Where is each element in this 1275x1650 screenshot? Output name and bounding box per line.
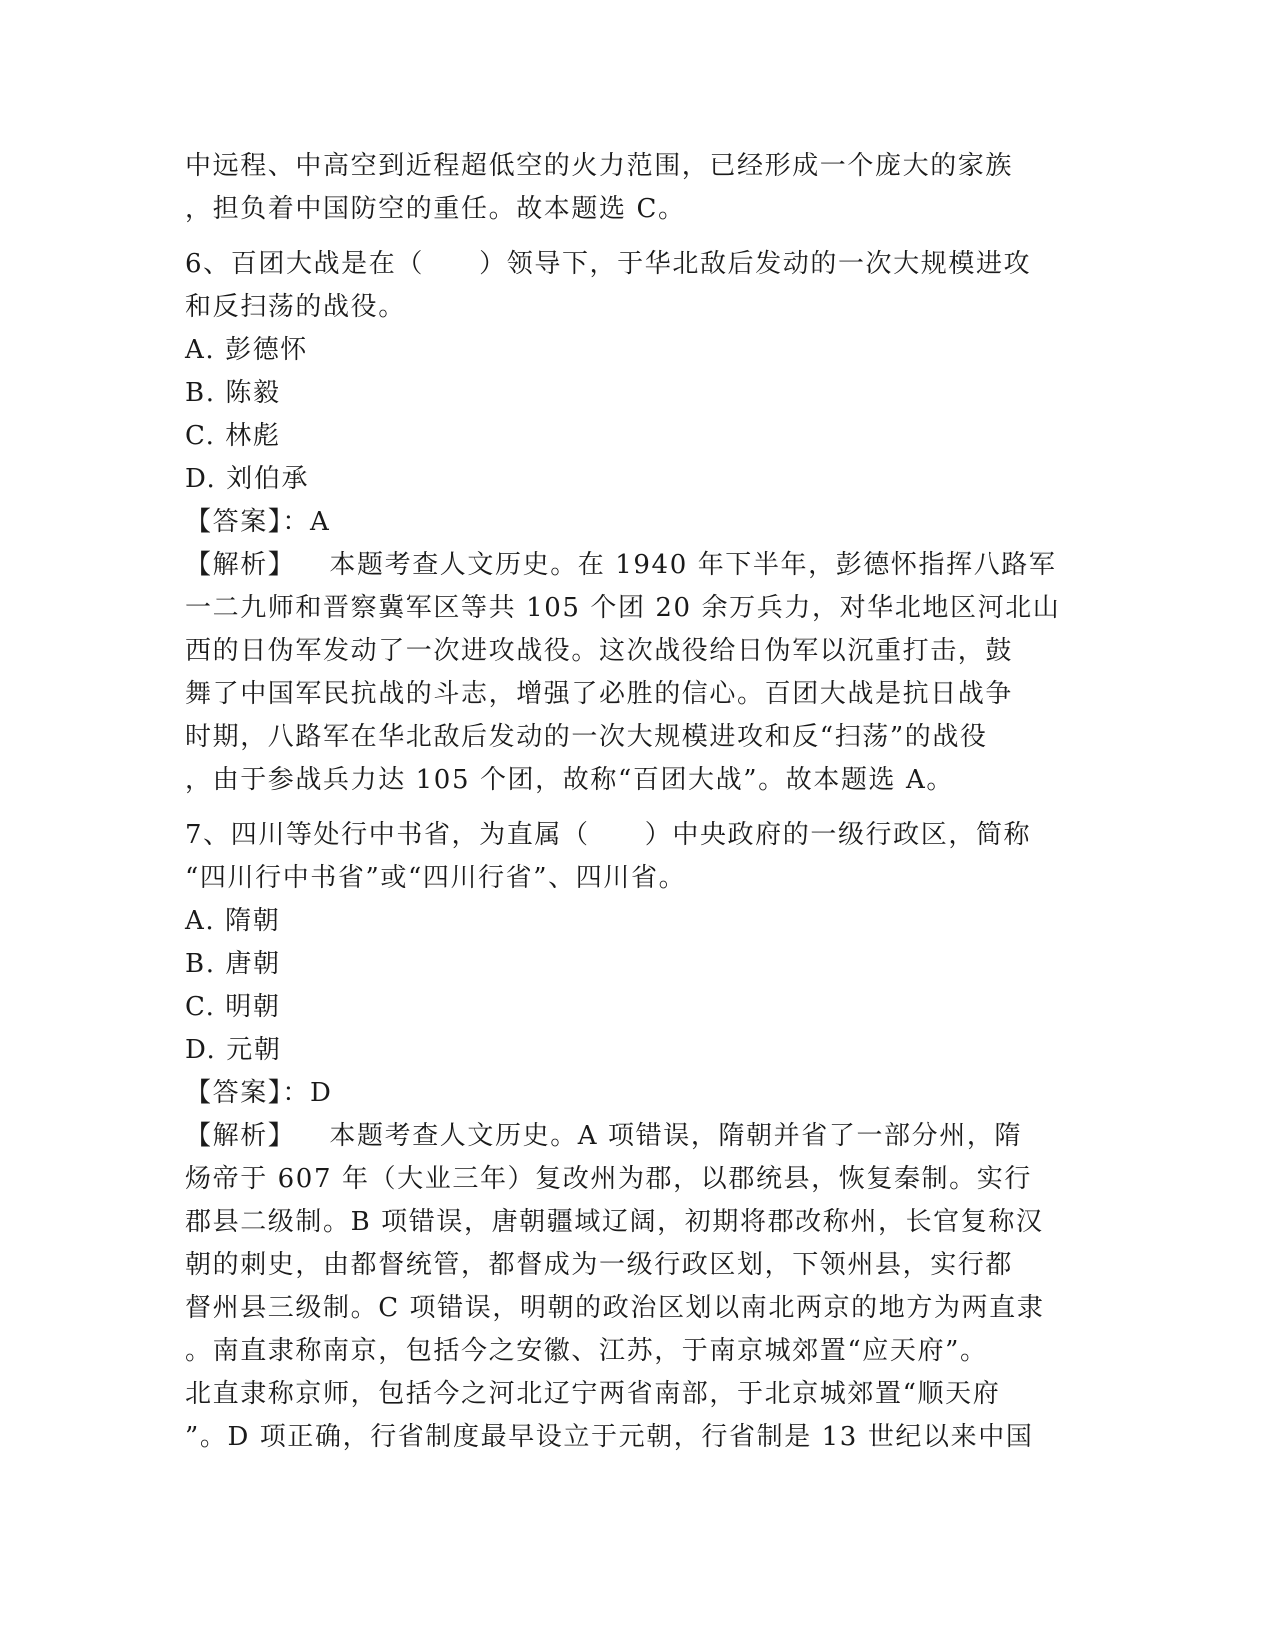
text-line: 中远程、中高空到近程超低空的火力范围，已经形成一个庞大的家族: [185, 151, 1014, 181]
analysis-text: ，由于参战兵力达 105 个团，故称“百团大战”。故本题选 A。: [185, 765, 954, 795]
question-7: [185, 814, 1085, 1459]
question-stem: 和反扫荡的战役。: [185, 292, 406, 322]
option-c: C. 明朝: [185, 992, 281, 1022]
option-a: A. 彭德怀: [185, 335, 308, 365]
analysis-text: 舞了中国军民抗战的斗志，增强了必胜的信心。百团大战是抗日战争: [185, 679, 1014, 709]
analysis-line: [185, 544, 1085, 587]
analysis-text: 。南直隶称南京，包括今之安徽、江苏，于南京城郊置“应天府”。: [185, 1336, 988, 1366]
answer-label: 【答案】: [185, 507, 283, 537]
option-b: B. 唐朝: [185, 949, 281, 979]
document-page: [185, 145, 1085, 1459]
analysis-text: 朝的刺史，由都督统管，都督成为一级行政区划，下领州县，实行都: [185, 1250, 1014, 1280]
option-d: D. 元朝: [185, 1035, 282, 1065]
analysis-text: 本题考查人文历史。A 项错误，隋朝并省了一部分州，隋: [329, 1121, 1023, 1151]
analysis-text: 炀帝于 607 年（大业三年）复改州为郡，以郡统县，恢复秦制。实行: [185, 1164, 1032, 1194]
analysis-text: 督州县三级制。C 项错误，明朝的政治区划以南北两京的地方为两直隶: [185, 1293, 1045, 1323]
analysis-line: [185, 1115, 1085, 1158]
option-b: B. 陈毅: [185, 378, 281, 408]
analysis-text: 本题考查人文历史。在 1940 年下半年，彭德怀指挥八路军: [329, 550, 1057, 580]
question-6: [185, 243, 1085, 802]
answer-line: [185, 501, 1085, 544]
option-d: D. 刘伯承: [185, 464, 310, 494]
analysis-label: 【解析】: [185, 1121, 296, 1151]
analysis-text: 一二九师和晋察冀军区等共 105 个团 20 余万兵力，对华北地区河北山: [185, 593, 1061, 623]
analysis-text: 北直隶称京师，包括今之河北辽宁两省南部，于北京城郊置“顺天府: [185, 1379, 1001, 1409]
question-stem: 6、百团大战是在（ ）领导下，于华北敌后发动的一次大规模进攻: [185, 249, 1032, 279]
intro-paragraph: [185, 145, 1085, 231]
answer-label: 【答案】: [185, 1078, 283, 1108]
option-a: A. 隋朝: [185, 906, 281, 936]
answer-value: ：A: [282, 507, 331, 537]
text-line: ，担负着中国防空的重任。故本题选 C。: [185, 194, 686, 224]
analysis-text: 西的日伪军发动了一次进攻战役。这次战役给日伪军以沉重打击，鼓: [185, 636, 1014, 666]
analysis-label: 【解析】: [185, 550, 296, 580]
answer-value: ：D: [282, 1078, 333, 1108]
option-c: C. 林彪: [185, 421, 281, 451]
answer-line: [185, 1072, 1085, 1115]
analysis-text: 郡县二级制。B 项错误，唐朝疆域辽阔，初期将郡改称州，长官复称汉: [185, 1207, 1044, 1237]
question-stem: 7、四川等处行中书省，为直属（ ）中央政府的一级行政区，简称: [185, 820, 1032, 850]
analysis-text: ”。D 项正确，行省制度最早设立于元朝，行省制是 13 世纪以来中国: [185, 1422, 1034, 1452]
analysis-text: 时期，八路军在华北敌后发动的一次大规模进攻和反“扫荡”的战役: [185, 722, 988, 752]
question-stem: “四川行中书省”或“四川行省”、四川省。: [185, 863, 687, 893]
